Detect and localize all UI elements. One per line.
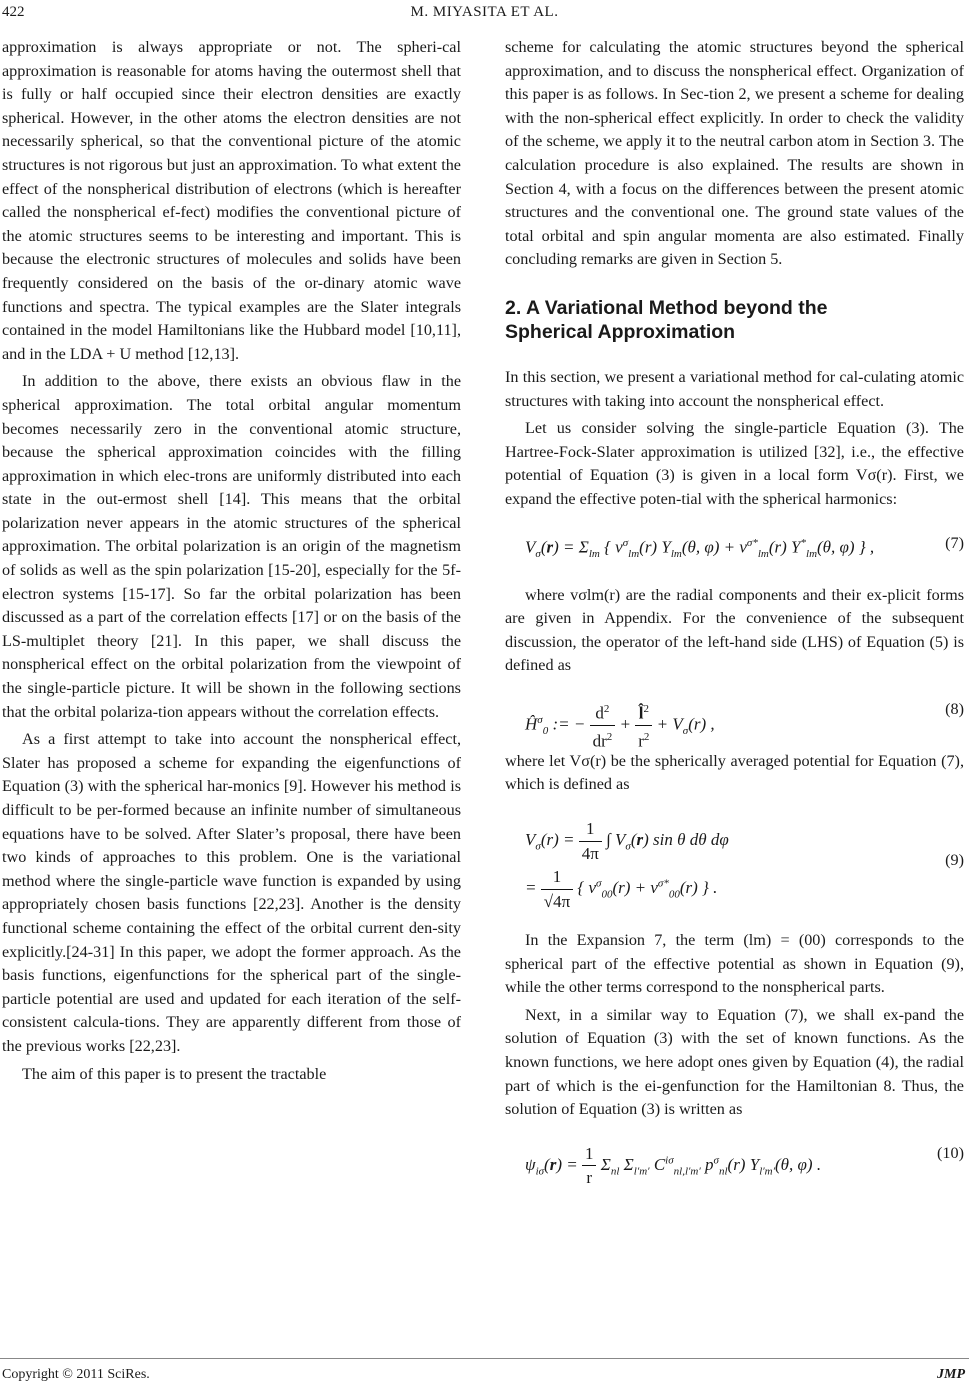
- equation-8-body: $Ĥ^\sigma_0$ := − $\frac{d^2}{dr^2}$ + $\frac{l̂^2}{r^2}$ + $V_\sigma(r)$ ,: [525, 698, 715, 754]
- copyright-notice: Copyright © 2011 SciRes.: [2, 1367, 150, 1382]
- equation-10-body: $\psi_{i\sigma}(r)$ = $\frac{1}{r}$ $\Sigma_{nl}$ $\Sigma_{l'm'}$ $C^{i\sigma}_{nl,l'm'}$ $p^\sigma_{nl}(r)$ $Y_{l'm'}(\theta$, φ) .: [525, 1143, 822, 1188]
- left-paragraph-4: The aim of this paper is to present the tractable: [22, 1064, 327, 1083]
- page-number: 422: [2, 4, 25, 20]
- page-footer: [0, 1358, 969, 1383]
- equation-10-number: (10): [937, 1143, 964, 1162]
- right-paragraph-5: where let Vσ(r) be the spherically averaged potential for Equation (7), which is defined as: [505, 751, 964, 794]
- section-heading-line-1: 2. A Variational Method beyond the: [505, 296, 828, 319]
- equation-9-number: (9): [945, 851, 964, 870]
- right-paragraph-2: In this section, we present a variational method for cal-culating atomic structures with taking into account the nonspherical effect.: [505, 367, 964, 410]
- left-paragraph-1: approximation is always appropriate or not. The spheri-cal approximation is reasonable for atoms having the outermost shell that is fully or half occupied since their electron densities are exactly spherical. However, in the other atoms the electron densities are not necessarily spherical, so that the conventional picture of the atomic structures is not rigorous but just an approximation. To what extent the effect of the nonspherical distribution of electrons (which is hereafter called the nonspherical ef-fect) modifies the conventional picture of the atomic structures seems to be interesting and important. This is because the electronic structures of molecules and solids have been frequently considered on the basis of the or-dinary atomic wave functions and spectra. The typical examples are the Slater integrals contained in the model Hamiltonians like the Hubbard model [10,11], and in the LDA + U method [12,13].: [2, 38, 461, 363]
- left-paragraph-3: As a first attempt to take into account the nonspherical effect, Slater has proposed a scheme for expanding the eigenfunctions of Equation (3) with the spherical har-monics [9]. However his method is difficult to be per-formed because an infinite number of simultaneous equations have to be solved. After Slater’s proposal, there have been two kinds of approaches to this problem. One is the variational method where the single-particle wave function is expanded by using appropriately chosen basis functions [22,23]. Another is the density functional scheme containing the effect of the orbital current den-sity explicitly.[24-31] In this paper, we adopt the former approach. As the basis functions, eigenfunctions for the spherical part of the single-particle potential are used and updated for each iteration of the self-consistent calcula-tions. They are apparently different from those of the previous works [22,23].: [2, 730, 461, 1055]
- equation-9-line-1: $V_\sigma(r)$ = $\frac{1}{4\pi}$ ∫ $V_\sigma(r)$ sin θ dθ dφ: [525, 819, 729, 863]
- right-paragraph-6: In the Expansion 7, the term (lm) = (00) corresponds to the spherical part of the effective potential as shown in Equation (9), while the other terms correspond to the nonspherical parts.: [505, 931, 964, 997]
- equation-8: [505, 684, 964, 751]
- left-column: [2, 36, 461, 1086]
- equation-7-number: (7): [945, 533, 964, 552]
- left-paragraph-2: In addition to the above, there exists an obvious flaw in the spherical approximation. The total orbital angular momentum becomes necessarily zero in the conventional atomic structure, because the spherical approximation coincides with the filling approximation in which elec-trons are uniformly distributed into each state in the out-ermost shell [14]. This means that the orbital polarization never appears in the atomic structures of the spherical approximation. The orbital polarization is an origin of the magnetism of solids as well as the spin polarization [15-20], especially for the 5f-electron systems [15-17]. So far the orbital polarization has been discussed as a part of the correlation effects [17] or on the basis of the LS-multiplet theory [21]. In this paper, we shall discuss the nonspherical effect on the orbital polarization from the viewpoint of the single-particle picture. It will be shown in the following sections that the orbital polariza-tion appears without the correlation effects.: [2, 372, 461, 721]
- equation-9-line-2: = $\frac{1}{√4\pi}$ { $v^\sigma_{00}(r) + v^{\sigma*}_{00}(r)$ } .: [525, 867, 718, 911]
- right-paragraph-4: where vσlm(r) are the radial components and their ex-plicit forms are given in Appendix. For the convenience of the subsequent discussion, the operator of the left-hand side (LHS) of Equation (5) is defined as: [505, 585, 964, 675]
- right-paragraph-7: Next, in a similar way to Equation (7), we shall ex-pand the solution of Equation (3) with the set of known functions. As the known functions, we here adopt ones given by Equation (4), the radial part of which is the ei-genfunction for the Hamiltonian 8. Thus, the solution of Equation (3) is written as: [505, 1005, 964, 1119]
- equation-9: [505, 803, 964, 921]
- right-paragraph-1: scheme for calculating the atomic structures beyond the spherical approximation, and to discuss the nonspherical effect. Organization of this paper is as follows. In Sec-tion 2, we present a scheme for dealing with the non-spherical effect explicitly. In order to check the validity of the scheme, we apply it to the neutral carbon atom in Section 3. The calculation procedure is also explained. The results are shown in Section 4, with a focus on the differences between the present atomic structures and the conventional one. The ground state values of the total orbital and spin angular momenta are also estimated. Finally concluding remarks are given in Section 5.: [505, 38, 964, 269]
- page-header: [0, 4, 969, 28]
- right-paragraph-3: Let us consider solving the single-particle Equation (3). The Hartree-Fock-Slater approximation is utilized [32], i.e., the effective potential of Equation (3) is given in a local form Vσ(r). First, we expand the effective poten-tial with the spherical harmonics:: [505, 419, 964, 508]
- section-heading: [505, 296, 964, 344]
- journal-abbreviation: JMP: [937, 1367, 965, 1382]
- equation-7-body: $V_\sigma(r) = \Sigma_{lm}$ { $v^\sigma_{lm}(r)$ $Y_{lm}(\theta$, $\varphi) + v^{\sigma*}_{lm}(r)$ $Y^*_{lm}(\theta$, φ) } ,: [525, 536, 875, 560]
- section-heading-line-2: Spherical Approximation: [505, 320, 736, 343]
- right-column: [505, 36, 964, 1194]
- equation-8-number: (8): [945, 699, 964, 718]
- equation-7: [505, 518, 964, 576]
- equation-10: [505, 1128, 964, 1186]
- running-title: M. MIYASITA ET AL.: [410, 4, 559, 20]
